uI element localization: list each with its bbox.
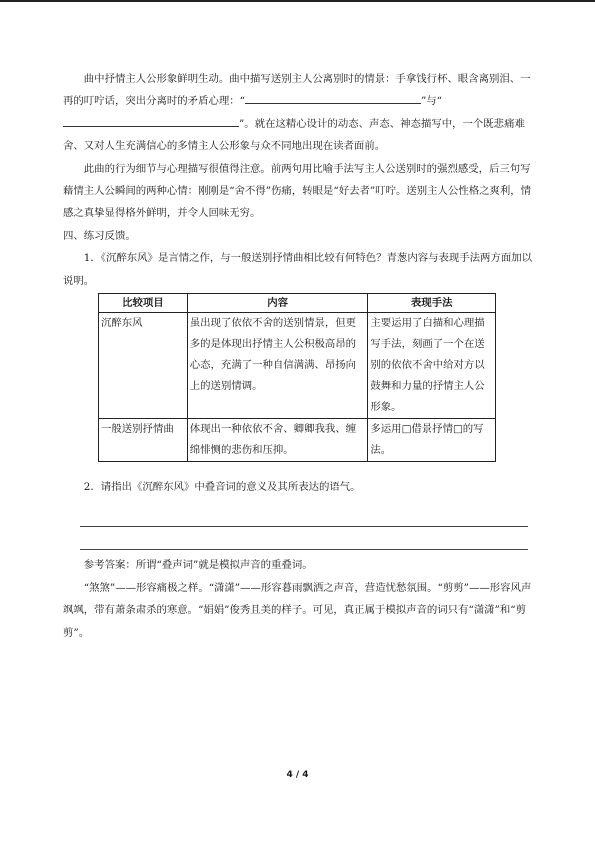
table-row <box>99 313 496 419</box>
table-cell: 体现出一种依依不舍、卿卿我我、缠绵悱恻的悲伤和压抑。 <box>187 419 368 462</box>
fill-blank-2[interactable] <box>63 113 239 127</box>
table-header-cell: 表现手法 <box>368 294 496 313</box>
fill-blank-1[interactable] <box>245 90 421 104</box>
paragraph-detail: 此曲的行为细节与心理描写很值得注意。前两句用比喻手法写主人公送别时的强烈感受，后三句写藉情主人公瞬间的两种心情：刚刚是“舍不得”伤痛，转眼是“好去者”叮咛。送别主人公性格之爽利，情感之真挚显得格外鲜明，并令人回味无穷。 <box>63 162 532 220</box>
table-header-cell: 比较项目 <box>99 294 188 313</box>
reference-answer-body: “煞煞”——形容痛极之样。“潇潇”——形容暮雨飘洒之声音，营造忧愁氛围。“剪剪”——形容风声飒飒，带有萧条肃杀的寒意。“娟娟”俊秀且美的样子。可见，真正属于模拟声音的词只有“潇潇”和“剪剪”。 <box>63 581 532 639</box>
paragraph-text: 曲中抒情主人公形象鲜明生动。曲中描写送别主人公离别时的情景：手拿饯行杯、眼含离别泪、一再的叮咛话，突出分离时的矛盾心理：“ <box>63 73 531 108</box>
table-cell: 多运用□借景抒情□的写法。 <box>368 419 496 462</box>
document-body <box>63 68 534 644</box>
table-cell: 虽出现了依依不舍的送别情景，但更多的是体现出抒情主人公积极高昂的心态，充满了一种自信满满、昂扬向上的送别情调。 <box>187 313 368 419</box>
table-header-cell: 内容 <box>187 294 368 313</box>
reference-answer-intro: 参考答案：所谓“叠声词”就是模拟声音的重叠词。 <box>83 559 313 572</box>
table-cell: 一般送别抒情曲 <box>99 419 188 462</box>
question-1: 1．《沉醉东风》是言情之作，与一般送别抒情曲相比较有何特色？青葱内容与表现手法两方面加以说明。 <box>63 252 532 287</box>
paragraph-text: ”。就在这精心设计的动态、声态、神态描写中，一个既悲痛难舍、又对人生充满信心的多情主人公形象与众不同地出现在读者面前。 <box>63 117 525 153</box>
table-header-row <box>99 294 496 313</box>
section-heading: 四、练习反馈。 <box>63 229 136 242</box>
answer-line[interactable] <box>80 504 528 527</box>
header-rule <box>0 0 595 2</box>
paragraph-character-image <box>63 68 534 158</box>
question-2: 2．请指出《沉醉东风》中叠音词的意义及其所表达的语气。 <box>83 481 361 494</box>
table-row <box>99 419 496 462</box>
table-cell: 沉醉东风 <box>99 313 188 419</box>
table-cell: 主要运用了白描和心理描写手法，刻画了一个在送别的依依不舍中给对方以鼓舞和力量的抒情主人公形象。 <box>368 313 496 419</box>
comparison-table <box>98 293 496 462</box>
answer-lines <box>80 504 528 550</box>
page-number: 4 / 4 <box>286 770 309 780</box>
answer-line[interactable] <box>80 527 528 550</box>
paragraph-text: ”与“ <box>420 95 442 108</box>
